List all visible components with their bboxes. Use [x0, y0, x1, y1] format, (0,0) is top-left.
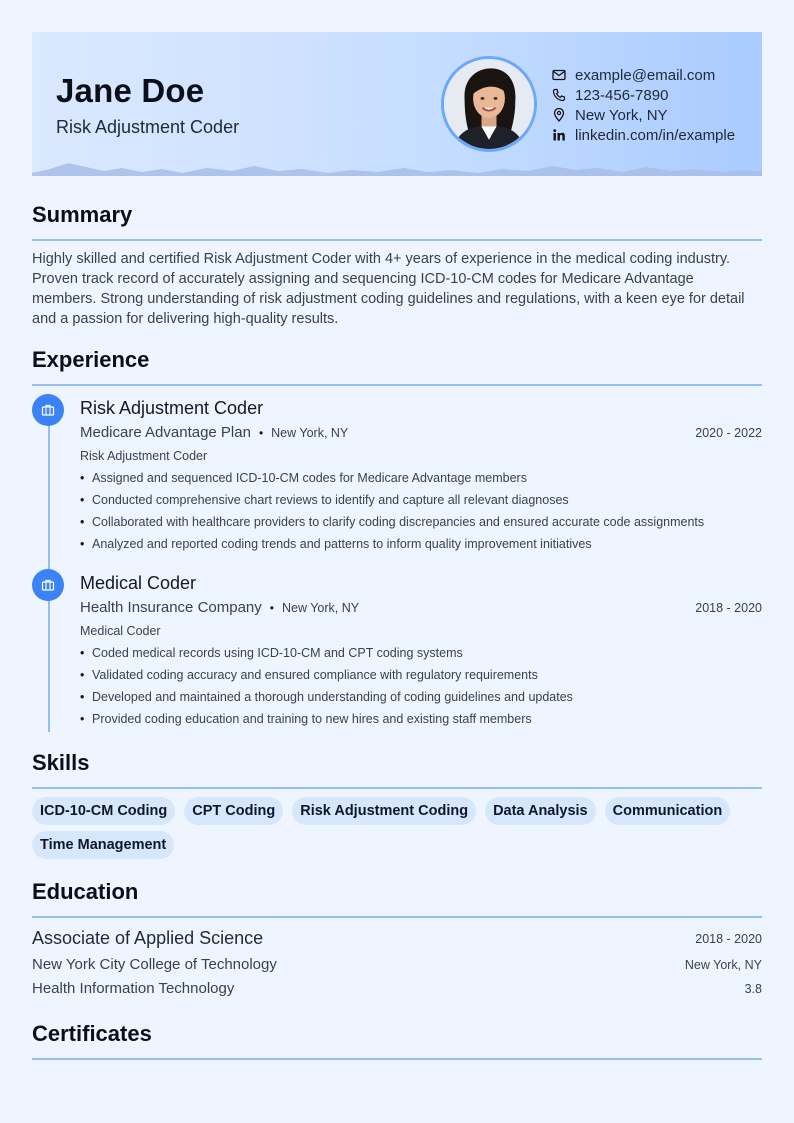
job-bullet: • Provided coding education and training to new hires and existing staff members	[80, 708, 762, 730]
job-meta	[80, 421, 762, 445]
summary-divider	[32, 239, 762, 241]
skill-chip: Communication	[605, 797, 731, 825]
experience-divider	[32, 384, 762, 386]
experience-timeline	[48, 400, 50, 732]
contact-email[interactable]	[552, 65, 735, 85]
portrait-photo	[444, 59, 534, 149]
mail-icon	[552, 68, 566, 82]
company-name: Medicare Advantage Plan	[80, 424, 251, 441]
contact-phone[interactable]	[552, 85, 735, 105]
location-pin-icon	[552, 108, 566, 122]
field-of-study: Health Information Technology	[32, 980, 235, 997]
contact-phone-text: 123-456-7890	[575, 86, 669, 104]
degree-name: Associate of Applied Science	[32, 928, 264, 948]
company-name: Health Insurance Company	[80, 599, 262, 616]
school-name: New York City College of Technology	[32, 956, 277, 973]
contact-location-text: New York, NY	[575, 106, 668, 124]
summary-text: Highly skilled and certified Risk Adjustment Coder with 4+ years of experience in the medical coding industry. Proven track record of accurately assigning and sequencing ICD-10-CM codes for Medicare Advantage members. Strong understanding of risk adjustment coding guidelines and regulations, with a keen eye for detail and a passion for delivering high-quality results.	[32, 251, 745, 327]
separator-dot: •	[258, 426, 264, 440]
education-field-row	[32, 980, 762, 1000]
job-bullet: • Developed and maintained a thorough understanding of coding guidelines and updates	[80, 686, 762, 708]
briefcase-icon	[32, 569, 64, 601]
contact-location	[552, 105, 735, 125]
experience-item	[80, 395, 762, 555]
job-bullet: • Validated coding accuracy and ensured compliance with regulatory requirements	[80, 664, 762, 686]
certificates-heading: Certificates	[32, 1021, 152, 1046]
candidate-name: Jane Doe	[56, 72, 205, 109]
experience-heading: Experience	[32, 347, 150, 372]
skill-chip: CPT Coding	[184, 797, 283, 825]
summary-heading: Summary	[32, 202, 133, 227]
candidate-role: Risk Adjustment Coder	[56, 117, 240, 137]
job-subtitle: Medical Coder	[80, 624, 161, 638]
resume-header	[32, 32, 762, 176]
job-bullet: • Collaborated with healthcare providers to clarify coding discrepancies and ensured accurate code assignments	[80, 511, 762, 533]
skills-heading: Skills	[32, 750, 90, 775]
contact-linkedin[interactable]	[552, 125, 735, 145]
job-meta	[80, 596, 762, 620]
school-location: New York, NY	[684, 958, 762, 972]
job-subtitle: Risk Adjustment Coder	[80, 449, 208, 463]
briefcase-icon	[32, 394, 64, 426]
phone-icon	[552, 88, 566, 102]
education-divider	[32, 916, 762, 918]
education-school-row	[32, 956, 762, 976]
contact-email-text: example@email.com	[575, 66, 716, 84]
experience-item	[80, 570, 762, 730]
job-bullets	[80, 467, 762, 555]
job-bullets	[80, 642, 762, 730]
skill-chip: Risk Adjustment Coding	[292, 797, 476, 825]
job-title: Medical Coder	[80, 573, 197, 593]
header-wave-decoration	[32, 160, 762, 176]
job-location: New York, NY	[271, 426, 349, 440]
skill-chip: Data Analysis	[485, 797, 596, 825]
skills-divider	[32, 787, 762, 789]
job-dates: 2020 - 2022	[695, 426, 762, 440]
skills-list	[32, 797, 762, 859]
education-gpa: 3.8	[744, 982, 762, 996]
contact-list	[552, 65, 735, 145]
education-degree-row	[32, 928, 762, 952]
education-heading: Education	[32, 879, 139, 904]
skill-chip: Time Management	[32, 831, 174, 859]
certificates-divider	[32, 1058, 762, 1060]
job-location: New York, NY	[281, 601, 360, 615]
skill-chip: ICD-10-CM Coding	[32, 797, 175, 825]
job-dates: 2018 - 2020	[695, 601, 762, 615]
education-dates: 2018 - 2020	[695, 932, 762, 946]
separator-dot: •	[269, 601, 274, 615]
job-bullet: • Conducted comprehensive chart reviews to identify and capture all relevant diagnoses	[80, 489, 762, 511]
job-bullet: • Assigned and sequenced ICD-10-CM codes for Medicare Advantage members	[80, 467, 762, 489]
avatar	[441, 56, 537, 152]
contact-linkedin-text: linkedin.com/in/example	[575, 126, 736, 144]
linkedin-icon	[552, 128, 566, 142]
job-title: Risk Adjustment Coder	[80, 398, 264, 418]
job-bullet: • Coded medical records using ICD-10-CM and CPT coding systems	[80, 642, 762, 664]
job-bullet: • Analyzed and reported coding trends and patterns to inform quality improvement initiatives	[80, 533, 762, 555]
